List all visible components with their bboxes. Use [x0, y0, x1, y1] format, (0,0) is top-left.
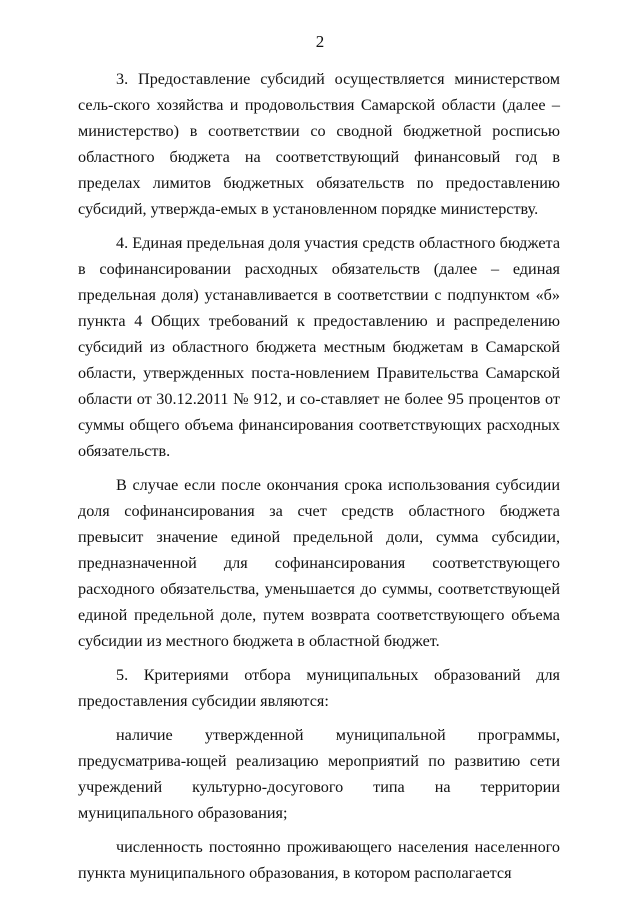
paragraph-subsidy-reduction: В случае если после окончания срока использования субсидии доля софинансирования за счет средств областного бюджета превысит значение единой предельной доли, сумма субсидии, предназначенной для софинансирования соответствующего расходного обязательства, уменьшается до суммы, соответствующей единой предельной доле, путем возврата соответствующего объема субсидии из местного бюджета в областной бюджет. — [78, 476, 560, 650]
criterion-municipal-program: наличие утвержденной муниципальной программы, предусматрива-ющей реализацию мероприятий по развитию сети учреждений культурно-досугового типа на территории муниципального образования; — [78, 726, 560, 822]
document-body — [78, 66, 560, 886]
paragraph-4-cofinancing-share: 4. Единая предельная доля участия средств областного бюджета в софинансировании расходных обязательств (далее – единая предельная доля) устанавливается в соответствии с подпунктом «б» пункта 4 Общих требований к предоставлению и распределению субсидий из областного бюджета местным бюджетам в Самарской области, утвержденных поста-новлением Правительства Самарской области от 30.12.2011 № 912, и со-ставляет не более 95 процентов от суммы общего объема финансирования соответствующих расходных обязательств. — [78, 234, 560, 460]
page-number: 2 — [315, 32, 325, 51]
paragraph-5-selection-criteria: 5. Критериями отбора муниципальных образований для предоставления субсидии являются: — [78, 666, 560, 710]
criterion-population: численность постоянно проживающего населения населенного пункта муниципального образования, в котором располагается — [78, 838, 560, 882]
paragraph-3-subsidy-provision: 3. Предоставление субсидий осуществляется министерством сель-ского хозяйства и продовольствия Самарской области (далее – министерство) в соответствии со сводной бюджетной росписью областного бюджета на соответствующий финансовый год в пределах лимитов бюджетных обязательств по предоставлению субсидий, утвержда-емых в установленном порядке министерству. — [78, 70, 560, 218]
